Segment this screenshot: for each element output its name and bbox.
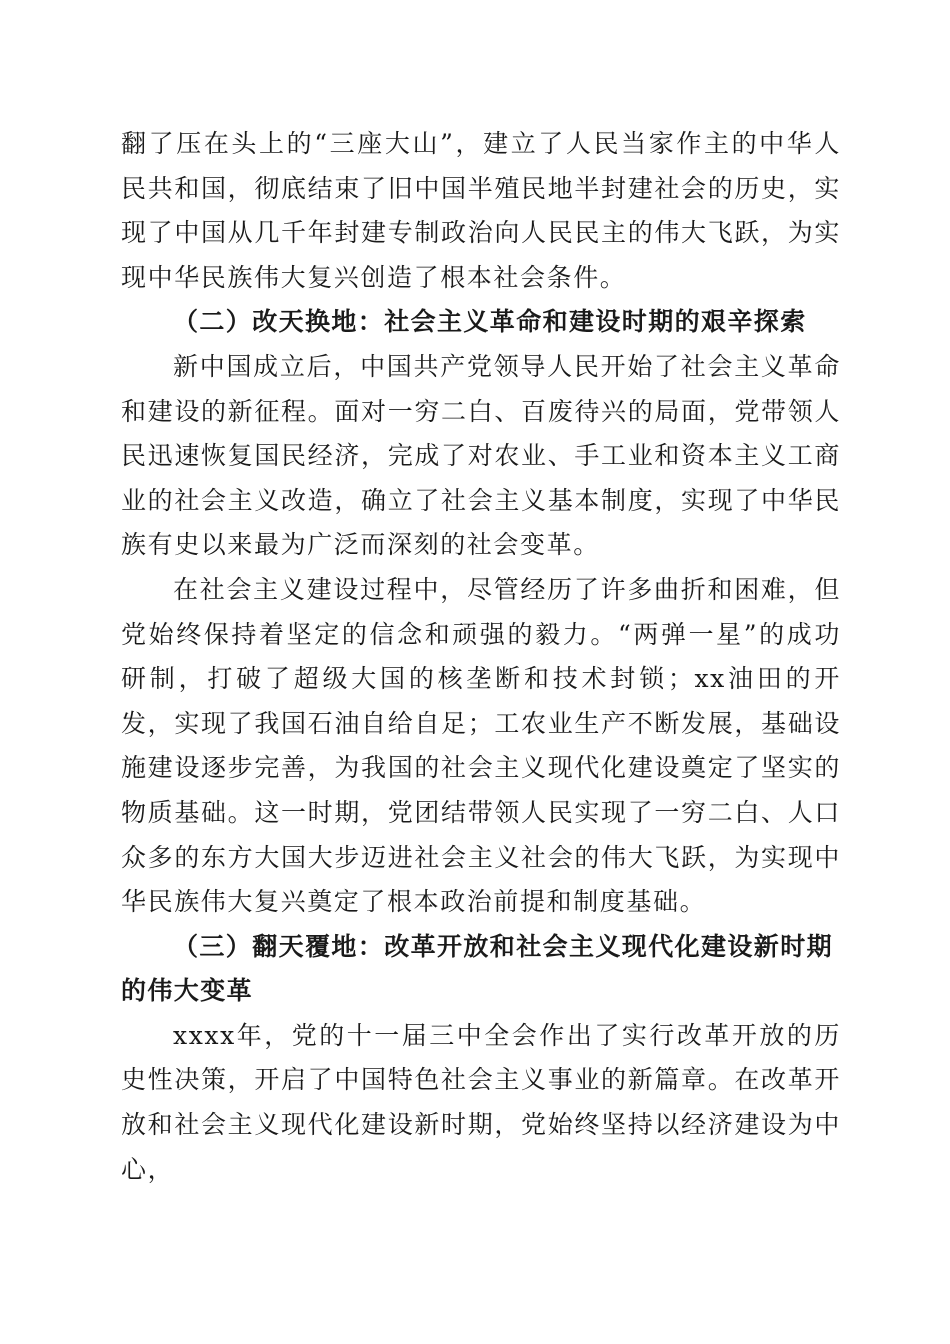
- section-heading-2: （二）改天换地：社会主义革命和建设时期的艰辛探索: [173, 307, 807, 337]
- paragraph-new-china: 新中国成立后，中国共产党领导人民开始了社会主义革命和建设的新征程。面对一穷二白、百废待兴的局面，党带领人民迅速恢复国民经济，完成了对农业、手工业和资本主义工商业的社会主义改造，确立了社会主义基本制度，实现了中华民族有史以来最为广泛而深刻的社会变革。: [121, 351, 841, 560]
- section-heading-3: （三）翻天覆地：改革开放和社会主义现代化建设新时期的伟大变革: [121, 931, 834, 1006]
- paragraph-socialist-construction: 在社会主义建设过程中，尽管经历了许多曲折和困难，但党始终保持着坚定的信念和顽强的毅力。“两弹一星”的成功研制，打破了超级大国的核垄断和技术封锁；xx油田的开发，实现了我国石油自给自足；工农业生产不断发展，基础设施建设逐步完善，为我国的社会主义现代化建设奠定了坚实的物质基础。这一时期，党团结带领人民实现了一穷二白、人口众多的东方大国大步迈进社会主义社会的伟大飞跃，为实现中华民族伟大复兴奠定了根本政治前提和制度基础。: [121, 574, 841, 917]
- paragraph-continuation: 翻了压在头上的“三座大山”，建立了人民当家作主的中华人民共和国，彻底结束了旧中国半殖民地半封建社会的历史，实现了中国从几千年封建专制政治向人民民主的伟大飞跃，为实现中华民族伟大复兴创造了根本社会条件。: [121, 129, 841, 292]
- document-body: [121, 122, 841, 1192]
- paragraph-reform-opening: xxxx年，党的十一届三中全会作出了实行改革开放的历史性决策，开启了中国特色社会主义事业的新篇章。在改革开放和社会主义现代化建设新时期，党始终坚持以经济建设为中心，: [121, 1020, 841, 1184]
